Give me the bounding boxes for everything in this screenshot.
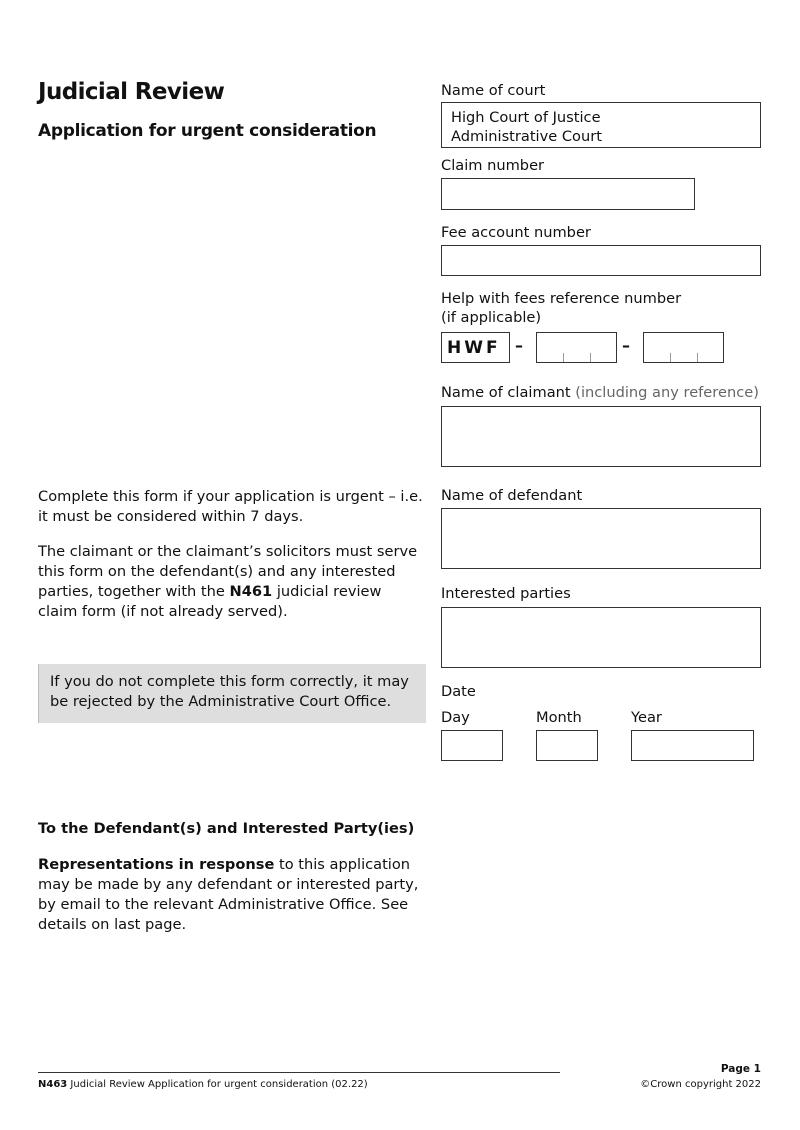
date-year-field[interactable] bbox=[631, 730, 754, 761]
page-subtitle: Application for urgent consideration bbox=[38, 121, 377, 141]
date-label: Date bbox=[441, 683, 476, 700]
intro-paragraph-1: Complete this form if your application is urgent – i.e. it must be considered within 7 days. bbox=[38, 488, 423, 525]
claimant-label bbox=[441, 384, 759, 401]
hwf-separator-1: – bbox=[515, 336, 523, 355]
date-day-field[interactable] bbox=[441, 730, 503, 761]
footer-divider bbox=[38, 1072, 560, 1073]
defendant-field[interactable] bbox=[441, 508, 761, 569]
interested-parties-label: Interested parties bbox=[441, 585, 571, 602]
date-year-label: Year bbox=[631, 709, 662, 726]
claimant-field[interactable] bbox=[441, 406, 761, 467]
fee-account-field[interactable] bbox=[441, 245, 761, 276]
hwf-prefix: HWF bbox=[441, 332, 510, 363]
hwf-segment-2[interactable] bbox=[643, 332, 724, 363]
hwf-label-line2: (if applicable) bbox=[441, 309, 542, 326]
defendants-paragraph-text: to this application may be made by any defendant or interested party, by email to the relevant Administrative Office. See details on last page. bbox=[38, 856, 419, 933]
footer-form-title: Judicial Review Application for urgent consideration (02.22) bbox=[67, 1079, 368, 1090]
hwf-separator-2: – bbox=[622, 336, 630, 355]
date-month-field[interactable] bbox=[536, 730, 598, 761]
defendant-label: Name of defendant bbox=[441, 487, 583, 504]
warning-box bbox=[38, 664, 426, 723]
page-title: Judicial Review bbox=[38, 79, 225, 105]
claim-number-field[interactable] bbox=[441, 178, 695, 210]
footer-page-number: Page 1 bbox=[720, 1063, 761, 1075]
court-field[interactable] bbox=[441, 102, 761, 148]
intro-paragraph-2 bbox=[38, 542, 423, 622]
claim-number-label: Claim number bbox=[441, 157, 545, 174]
hwf-segment-1[interactable] bbox=[536, 332, 617, 363]
date-day-label: Day bbox=[441, 709, 470, 726]
footer-form-id bbox=[38, 1079, 368, 1090]
court-value-line2: Administrative Court bbox=[451, 128, 602, 145]
warning-text: If you do not complete this form correctly, it may be rejected by the Administrative Court Office. bbox=[50, 673, 409, 710]
court-value-line1: High Court of Justice bbox=[451, 109, 601, 126]
footer-form-code: N463 bbox=[38, 1079, 68, 1090]
fee-account-label: Fee account number bbox=[441, 224, 591, 241]
date-month-label: Month bbox=[536, 709, 582, 726]
intro-p2-form-ref: N461 bbox=[229, 583, 273, 600]
interested-parties-field[interactable] bbox=[441, 607, 761, 668]
intro-p2-before: The claimant or the claimant’s solicitors must serve this form on the defendant(s) and any interested parties, together with the bbox=[38, 543, 418, 600]
defendants-paragraph bbox=[38, 855, 423, 935]
hwf-label-line1: Help with fees reference number bbox=[441, 290, 682, 307]
footer-copyright: ©Crown copyright 2022 bbox=[640, 1079, 761, 1090]
intro-p2-after: judicial review claim form (if not already served). bbox=[38, 583, 382, 620]
claimant-label-text: Name of claimant bbox=[441, 384, 571, 401]
court-label: Name of court bbox=[441, 82, 546, 99]
claimant-label-hint: (including any reference) bbox=[575, 384, 759, 401]
defendants-paragraph-bold: Representations in response bbox=[38, 856, 275, 873]
defendants-heading: To the Defendant(s) and Interested Party(ies) bbox=[38, 820, 415, 837]
